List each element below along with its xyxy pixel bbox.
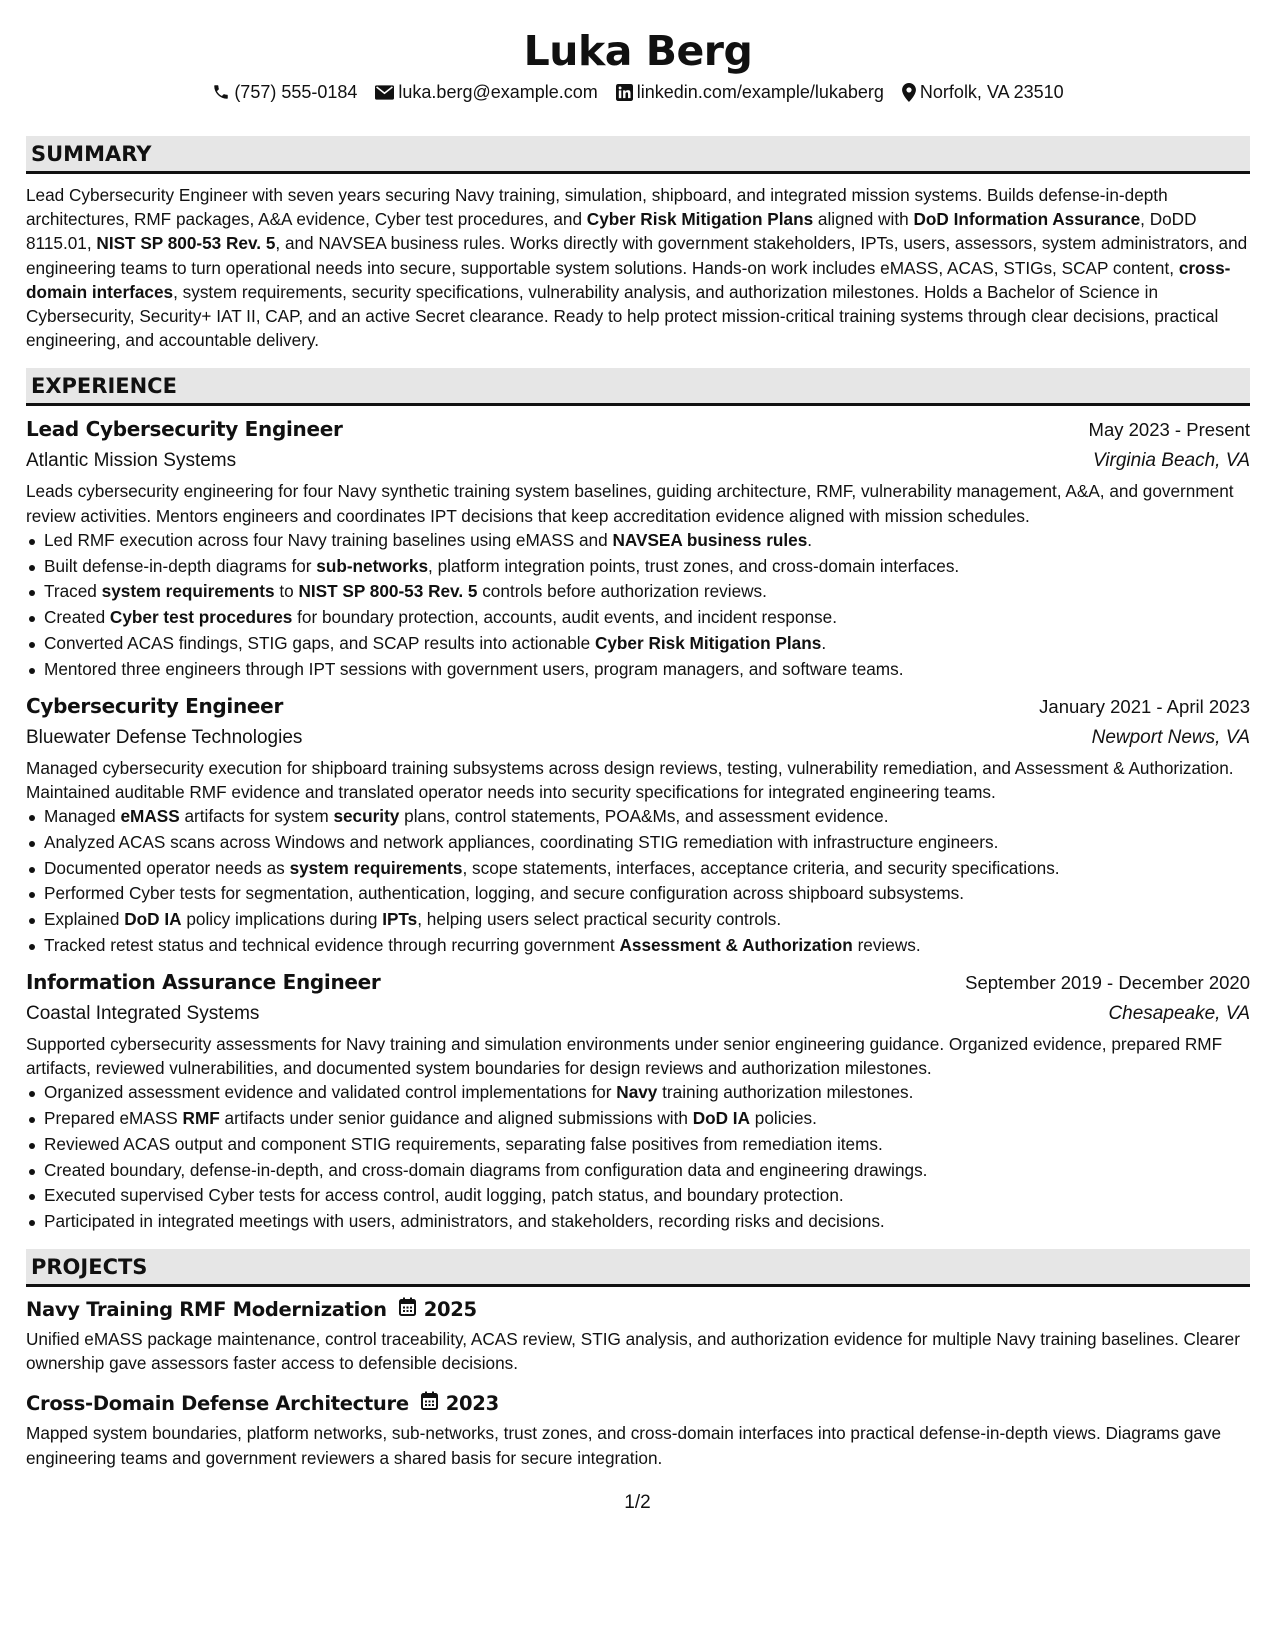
project-title: Cross-Domain Defense Architecture (26, 1392, 409, 1416)
bold-term: system requirements (289, 857, 463, 878)
job-description: Managed cybersecurity execution for shipboard training subsystems across design reviews, testing, vulnerability remediation, and Assessment & Authorization. Maintained auditable RMF evidence and translated operator needs into security specifications for integrated engineering teams. (26, 757, 1234, 802)
project-entry (26, 1293, 1250, 1375)
job-company: Bluewater Defense Technologies (26, 726, 303, 748)
bold-term: DoD IA (692, 1108, 750, 1128)
bold-term: Navy (616, 1082, 658, 1103)
job-title: Information Assurance Engineer (26, 969, 381, 994)
bold-term: DoD IA (124, 909, 182, 930)
bullet-item: Performed Cyber tests for segmentation, authentication, logging, and secure configuration across shipboard subsystems. (44, 881, 1250, 907)
phone-icon (212, 83, 230, 101)
bold-term: RMF (182, 1108, 220, 1128)
job-description: Supported cybersecurity assessments for Navy training and simulation environments under senior engineering guidance. Organized evidence, prepared RMF artifacts, reviewed vulnerabilities, and documented system boundaries for design reviews and authorization milestones. (26, 1033, 1223, 1078)
experience-entry (26, 691, 1250, 959)
project-description: Unified eMASS package maintenance, control traceability, ACAS review, STIG analysis, and authorization evidence for multiple Navy training baselines. Clearer ownership gave assessors faster access to defensible decisions. (26, 1328, 1240, 1374)
bullet-item: Converted ACAS findings, STIG gaps, and SCAP results into actionable Cyber Risk Mitigation Plans. (44, 631, 1250, 657)
job-dates: January 2021 - April 2023 (1039, 695, 1250, 717)
contact-phone (212, 81, 357, 103)
bold-term: Assessment & Authorization (619, 935, 853, 955)
project-entry (26, 1387, 1250, 1469)
job-description: Leads cybersecurity engineering for four Navy synthetic training system baselines, guiding architecture, RMF, vulnerability management, A&A, and government review activities. Mentors engineers and coordinates IPT decisions that keep accreditation evidence aligned with mission schedules. (26, 481, 1234, 526)
location-text: Norfolk, VA 23510 (919, 82, 1064, 102)
project-title: Navy Training RMF Modernization (26, 1297, 387, 1321)
summary-text: Lead Cybersecurity Engineer with seven years securing Navy training, simulation, shipboard, and integrated mission systems. Builds defense-in-depth architectures, RMF packages, A&A evidence, Cyber test procedures, and Cyber Risk Mitigation Plans aligned with DoD Information Assurance, DoDD 8115.01, NIST SP 800-53 Rev. 5, and NAVSEA business rules. Works directly with government stakeholders, IPTs, users, assessors, system administrators, and engineering teams to turn operational needs into secure, supportable system solutions. Hands-on work includes eMASS, ACAS, STIGs, SCAP content, cross-domain interfaces, system requirements, security specifications, vulnerability analysis, and authorization milestones. Holds a Bachelor of Science in Cybersecurity, Security+ IAT II, CAP, and an active Secret clearance. Ready to help protect mission-critical training systems through clear decisions, practical engineering, and accountable delivery. (26, 185, 1248, 351)
calendar-icon (399, 1293, 416, 1327)
job-title: Cybersecurity Engineer (26, 693, 284, 718)
experience-entry (26, 967, 1250, 1235)
bullet-item: Traced system requirements to NIST SP 800-53 Rev. 5 controls before authorization reviews. (44, 579, 1250, 605)
resume-page (26, 0, 1250, 1470)
job-dates: September 2019 - December 2020 (965, 971, 1250, 993)
bullet-item: Documented operator needs as system requirements, scope statements, interfaces, acceptance criteria, and security specifications. (44, 856, 1250, 882)
bold-term: eMASS (120, 806, 180, 827)
bold-term: sub-networks (316, 555, 429, 576)
contact-bar (26, 81, 1250, 103)
bullet-item: Reviewed ACAS output and component STIG requirements, separating false positives from remediation items. (44, 1132, 1250, 1158)
bullet-item: Tracked retest status and technical evidence through recurring government Assessment & Authorization reviews. (44, 933, 1250, 959)
bold-term: Cyber test procedures (109, 607, 293, 628)
bold-term: cross-domain interfaces (26, 257, 1231, 302)
bold-term: system requirements (101, 581, 275, 602)
page-number: 1/2 (624, 1492, 651, 1513)
contact-email[interactable] (375, 81, 597, 103)
candidate-name: Luka Berg (523, 27, 753, 75)
job-title: Lead Cybersecurity Engineer (26, 417, 343, 442)
bullet-item: Created Cyber test procedures for boundary protection, accounts, audit events, and incident response. (44, 605, 1250, 631)
job-bullets (26, 1080, 1250, 1235)
bullet-item: Explained DoD IA policy implications during IPTs, helping users select practical security controls. (44, 907, 1250, 933)
section-heading-summary: SUMMARY (26, 136, 1250, 174)
map-pin-icon (902, 83, 916, 102)
bold-term: NAVSEA business rules (612, 529, 808, 550)
bold-term: Cyber Risk Mitigation Plans (586, 209, 814, 230)
bold-term: security (333, 806, 400, 827)
job-company: Atlantic Mission Systems (26, 450, 237, 472)
bullet-item: Mentored three engineers through IPT sessions with government users, program managers, and software teams. (44, 657, 1250, 683)
project-description: Mapped system boundaries, platform networks, sub-networks, trust zones, and cross-domain interfaces into practical defense-in-depth views. Diagrams gave engineering teams and government reviewers a shared basis for secure integration. (26, 1423, 1222, 1468)
contact-location (902, 81, 1064, 103)
job-dates: May 2023 - Present (1088, 419, 1250, 441)
bold-term: DoD Information Assurance (913, 209, 1141, 230)
bullet-item: Executed supervised Cyber tests for access control, audit logging, patch status, and boundary protection. (44, 1183, 1250, 1209)
bullet-item: Participated in integrated meetings with users, administrators, and stakeholders, recording risks and decisions. (44, 1209, 1250, 1235)
email-link[interactable]: luka.berg@example.com (398, 82, 598, 102)
bullet-item: Organized assessment evidence and validated control implementations for Navy training authorization milestones. (44, 1080, 1250, 1106)
job-location: Chesapeake, VA (1108, 1002, 1250, 1024)
bullet-item: Created boundary, defense-in-depth, and cross-domain diagrams from configuration data and engineering drawings. (44, 1158, 1250, 1184)
job-bullets (26, 528, 1250, 683)
bullet-item: Prepared eMASS RMF artifacts under senior guidance and aligned submissions with DoD IA policies. (44, 1106, 1250, 1132)
contact-linkedin[interactable] (616, 81, 884, 103)
bold-term: NIST SP 800-53 Rev. 5 (298, 581, 478, 602)
bold-term: NIST SP 800-53 Rev. 5 (96, 233, 276, 254)
bullet-item: Led RMF execution across four Navy training baselines using eMASS and NAVSEA business rules. (44, 528, 1250, 554)
bold-term: Cyber Risk Mitigation Plans (594, 633, 822, 654)
bullet-item: Built defense-in-depth diagrams for sub-networks, platform integration points, trust zones, and cross-domain interfaces. (44, 554, 1250, 580)
job-company: Coastal Integrated Systems (26, 1002, 260, 1024)
envelope-icon (375, 85, 394, 100)
calendar-icon (421, 1387, 438, 1421)
section-heading-projects: PROJECTS (26, 1249, 1250, 1287)
bullet-item: Managed eMASS artifacts for system security plans, control statements, POA&Ms, and assessment evidence. (44, 804, 1250, 830)
experience-entry (26, 414, 1250, 682)
bullet-item: Analyzed ACAS scans across Windows and network appliances, coordinating STIG remediation with infrastructure engineers. (44, 830, 1250, 856)
section-heading-experience: EXPERIENCE (26, 368, 1250, 406)
project-year: 2025 (423, 1297, 477, 1321)
job-location: Newport News, VA (1091, 726, 1250, 748)
linkedin-link[interactable]: linkedin.com/example/lukaberg (636, 82, 884, 102)
project-year: 2023 (445, 1392, 499, 1416)
linkedin-icon (616, 84, 633, 101)
phone-text: (757) 555-0184 (234, 82, 358, 102)
job-bullets (26, 804, 1250, 959)
job-location: Virginia Beach, VA (1092, 450, 1250, 472)
bold-term: IPTs (382, 909, 418, 930)
